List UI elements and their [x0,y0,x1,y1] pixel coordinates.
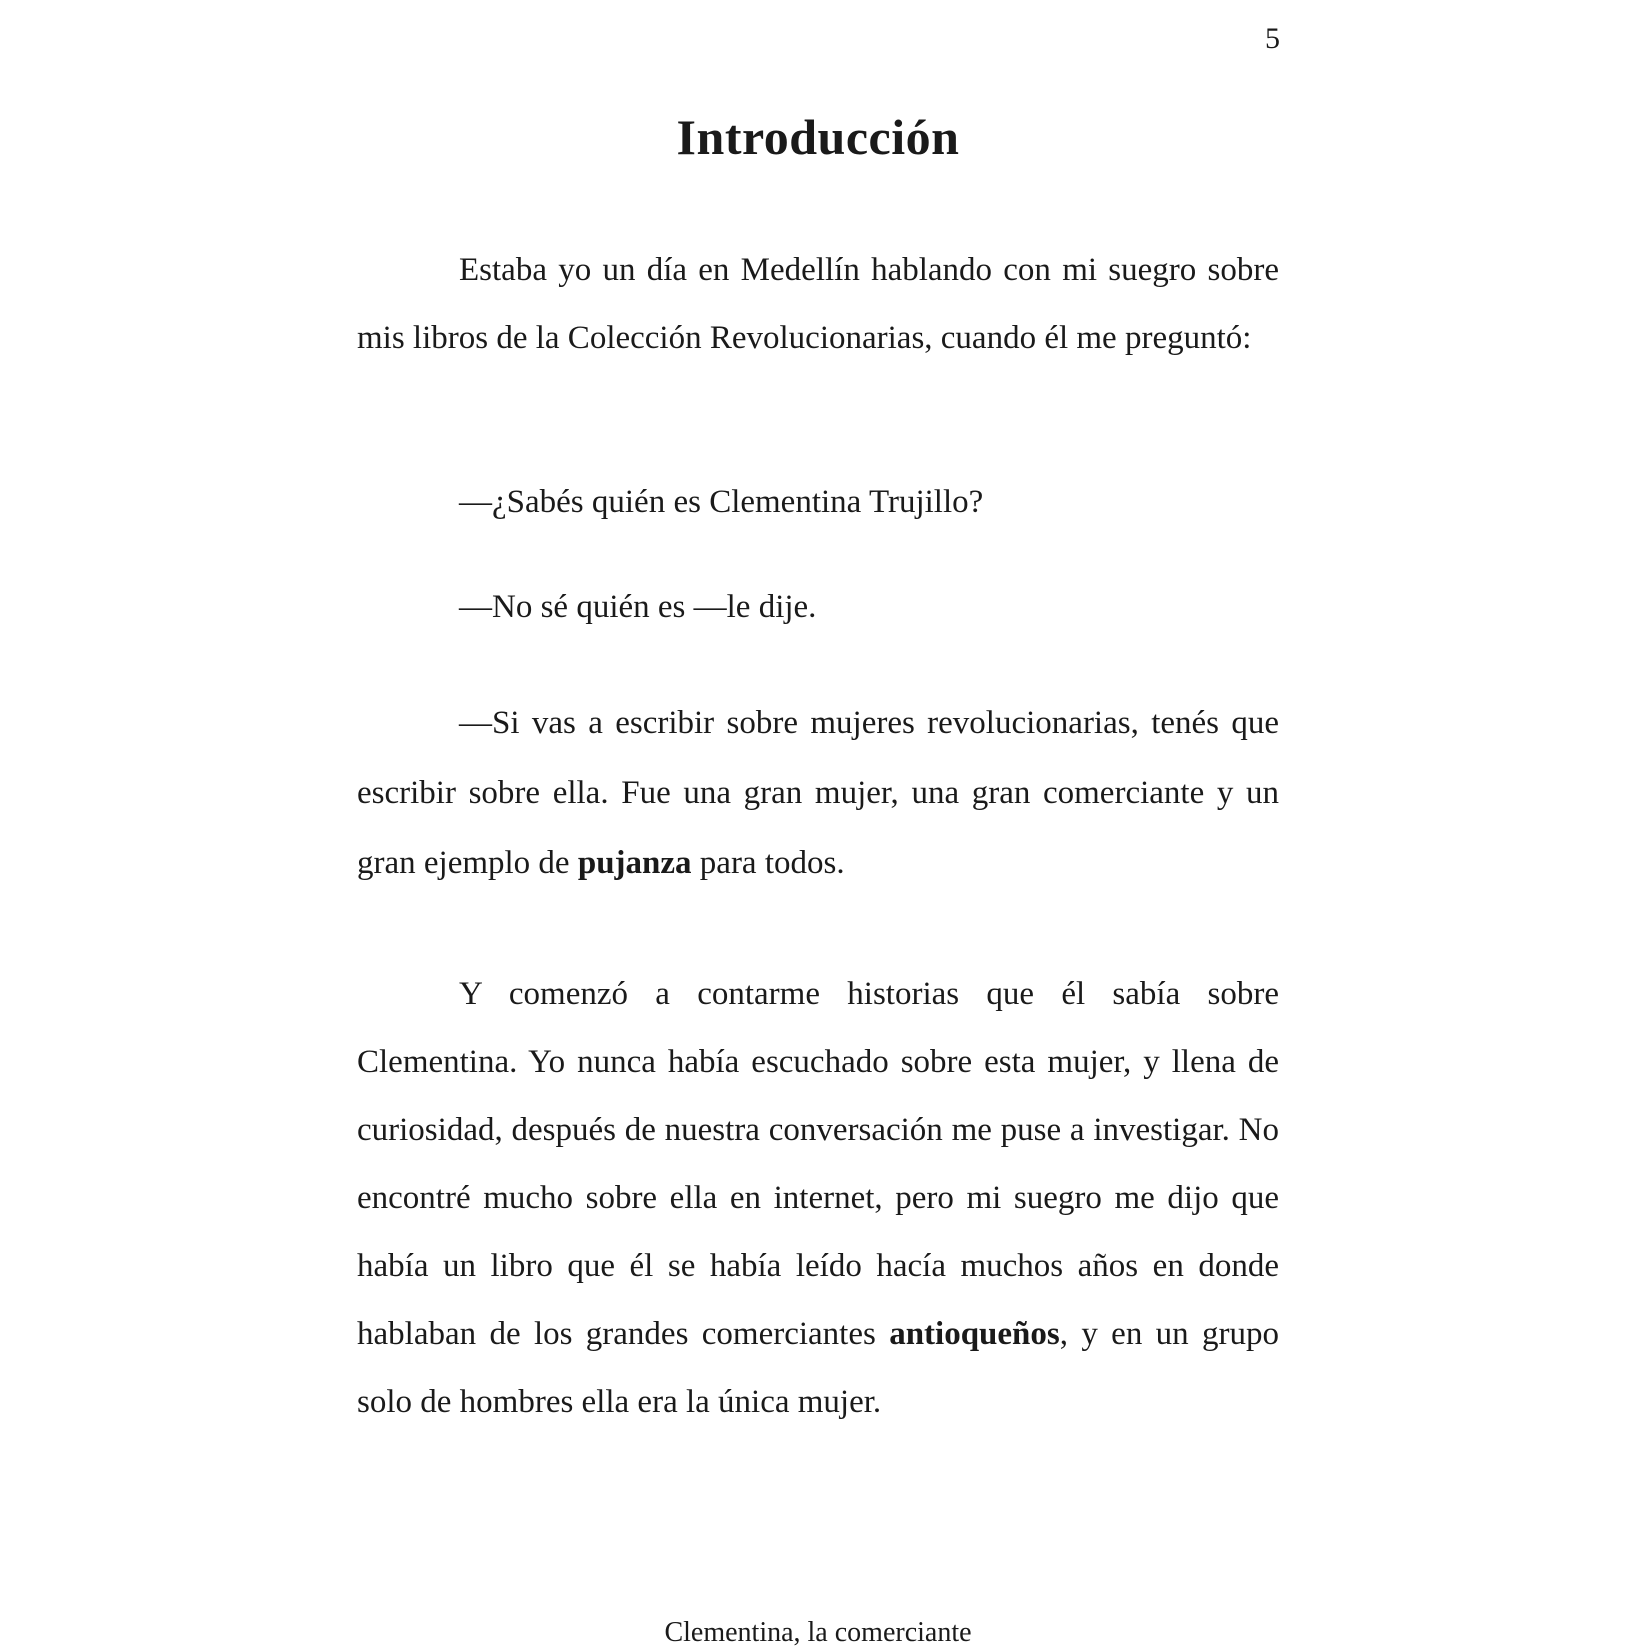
chapter-title: Introducción [676,109,960,165]
dialogue-line: —¿Sabés quién es Clementina Trujillo? [459,484,984,520]
paragraph [357,688,1279,898]
running-footer: Clementina, la comerciante [664,1617,972,1648]
dialogue-1-block [357,482,1279,522]
bold-term: pujanza [577,845,692,881]
paragraph-5-block [357,960,1279,1436]
bold-term: antioqueños [889,1316,1060,1352]
text-run: , y en un grupo solo de hombres ella era la única mujer. [357,1316,1280,1420]
text-run: Y comenzó a contarme historias que él sabía sobre Clementina. Yo nunca había escuchado sobre esta mujer, y llena de curiosidad, después de nuestra conversación me puse a investigar. No encontré mucho sobre ella en internet, pero mi suegro me dijo que había un libro que él se había leído hacía muchos años en donde hablaban de los grandes comerciantes [357,976,1279,1352]
paragraph: Estaba yo un día en Medellín hablando con mi suegro sobre mis libros de la Colección Revolucionarias, cuando él me preguntó: [357,252,1279,356]
paragraph [357,960,1279,1436]
text-run: —Si vas a escribir sobre mujeres revolucionarias, tenés que escribir sobre ella. Fue una gran mujer, una gran comerciante y un gran ejemplo de [357,705,1279,881]
dialogue-line: —No sé quién es —le dije. [459,589,817,625]
dialogue-2-block [357,587,1279,627]
paragraph-1-block [357,236,1279,372]
page-number: 5 [1265,22,1280,55]
paragraph-4-block [357,688,1279,898]
text-run: para todos. [691,845,845,881]
